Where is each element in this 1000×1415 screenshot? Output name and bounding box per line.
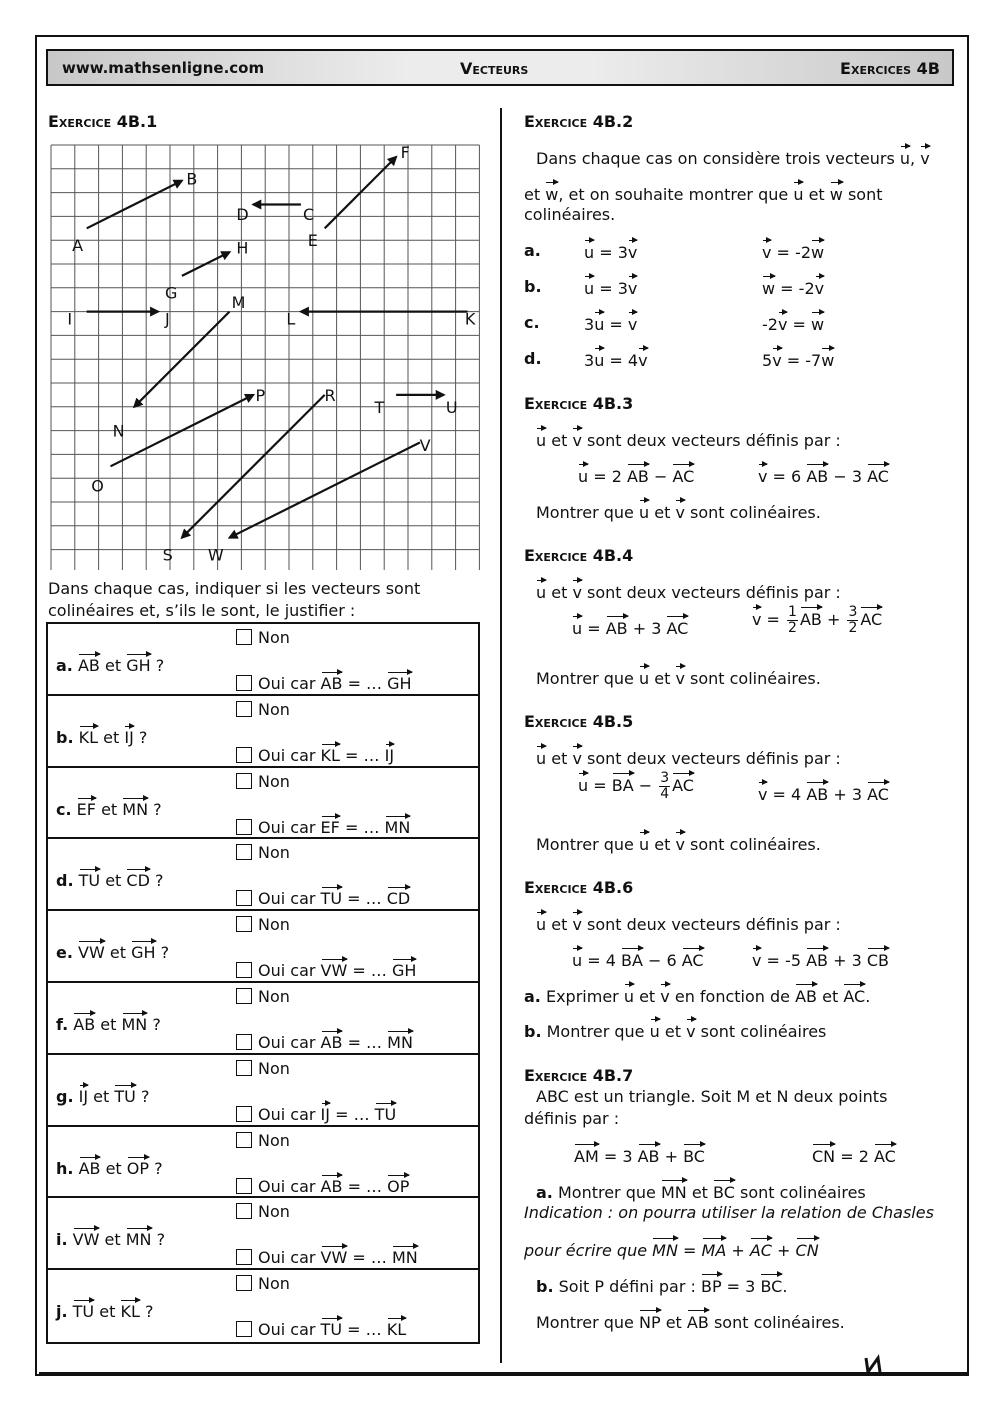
point-label: N [112,421,125,441]
checkbox-oui[interactable] [236,747,252,763]
question-row [48,1055,478,1127]
ex2-intro-line3: colinéaires. [524,205,616,224]
checkbox-oui[interactable] [236,962,252,978]
ex6-def: u et v sont deux vecteurs définis par : [536,912,841,936]
ex7-intro-1: ABC est un triangle. Soit M et N deux points [536,1087,888,1106]
checkbox-non[interactable] [236,1132,252,1148]
checkbox-non[interactable] [236,988,252,1004]
ex4-eq-u: u = AB + 3 AC [572,616,688,640]
option-non[interactable]: Non [236,700,290,719]
checkbox-non[interactable] [236,916,252,932]
ex6-eq-u: u = 4 BA − 6 AC [572,948,704,972]
checkbox-non[interactable] [236,1203,252,1219]
ex3-eq-v: v = 6 AB − 3 AC [758,464,889,488]
point-label: R [324,385,336,405]
ex7-title: Exercice 4B.7 [524,1066,634,1085]
ex5-question: Montrer que u et v sont colinéaires. [536,832,821,856]
option-non[interactable]: Non [236,843,290,862]
ex3-eq-u: u = 2 AB − AC [578,464,694,488]
option-non[interactable]: Non [236,772,290,791]
ex3-title: Exercice 4B.3 [524,394,634,413]
vector-ab [87,181,182,229]
question-row [48,1127,478,1199]
ex2-case-left: 3u = v [584,312,637,336]
ex5-eq-v: v = 4 AB + 3 AC [758,782,889,806]
question-row [48,768,478,840]
point-label: B [186,169,198,189]
ex2-case-letter: d. [524,349,542,368]
question-row [48,983,478,1055]
option-non[interactable]: Non [236,1274,290,1293]
ex7-question-a: a. Montrer que MN et BC sont colinéaires [536,1180,866,1204]
question-row [48,839,478,911]
point-label: D [236,205,249,225]
point-label: G [165,283,178,303]
site-url: www.mathsenligne.com [62,59,265,77]
option-non[interactable]: Non [236,915,290,934]
option-oui[interactable]: Oui car TU = … CD [236,887,410,908]
checkbox-non[interactable] [236,844,252,860]
ex7-question-b: b. Soit P défini par : BP = 3 BC. [536,1274,787,1298]
answer-table [46,622,480,1344]
ex2-case-right: 5v = -7w [762,348,834,372]
point-label: M [231,293,246,313]
checkbox-oui[interactable] [236,1321,252,1337]
option-oui[interactable]: Oui car AB = … MN [236,1031,413,1052]
point-label: C [303,205,315,225]
point-label: H [236,238,249,258]
header-title: Vecteurs [460,59,529,78]
option-non[interactable]: Non [236,1131,290,1150]
vector-vw [230,443,420,538]
ex6-eq-v: v = -5 AB + 3 CB [752,948,889,972]
ex4-title: Exercice 4B.4 [524,546,634,565]
ex4-question: Montrer que u et v sont colinéaires. [536,666,821,690]
point-label: S [162,545,173,565]
ex1-instruction-1: Dans chaque cas, indiquer si les vecteurs sont [48,579,421,598]
ex3-def: u et v sont deux vecteurs définis par : [536,428,841,452]
question-row [48,911,478,983]
point-label: W [207,545,224,565]
ex6-question-b: b. Montrer que u et v sont colinéaires [524,1019,826,1043]
checkbox-non[interactable] [236,701,252,717]
ex2-case-left: u = 3v [584,240,637,264]
point-label: E [307,231,318,251]
option-oui[interactable]: Oui car AB = … GH [236,672,412,693]
ex2-intro-line1: Dans chaque cas on considère trois vecteurs u, v [536,146,930,170]
option-non[interactable]: Non [236,628,290,647]
question-label: e. VW et GH ? [56,943,170,963]
ex5-title: Exercice 4B.5 [524,712,634,731]
checkbox-non[interactable] [236,629,252,645]
question-label: c. EF et MN ? [56,799,162,819]
ex1-title: Exercice 4B.1 [48,112,158,131]
question-row [48,624,478,696]
ex6-question-a: a. Exprimer u et v en fonction de AB et AC. [524,984,870,1008]
checkbox-oui[interactable] [236,1178,252,1194]
vector-grid [40,130,490,570]
ex2-case-letter: a. [524,241,541,260]
point-label: O [91,476,104,496]
checkbox-oui[interactable] [236,1249,252,1265]
question-label: j. TU et KL ? [56,1302,154,1322]
question-row [48,1198,478,1270]
ex3-question: Montrer que u et v sont colinéaires. [536,500,821,524]
ex2-case-right: v = -2w [762,240,824,264]
ex7-intro-2: définis par : [524,1109,620,1128]
column-divider [500,108,502,1363]
question-label: g. IJ et TU ? [56,1086,150,1106]
option-oui[interactable]: Oui car KL = … IJ [236,744,394,765]
question-label: b. KL et IJ ? [56,727,148,747]
checkbox-oui[interactable] [236,1034,252,1050]
ex2-case-letter: c. [524,313,540,332]
point-label: V [419,435,431,455]
ex7-eq-cn: CN = 2 AC [812,1144,896,1168]
checkbox-oui[interactable] [236,675,252,691]
ex2-case-right: -2v = w [762,312,824,336]
ex5-eq-u: u = BA − $\frac{3}{4}$ AC [578,770,694,802]
option-oui[interactable]: Oui car IJ = … TU [236,1103,396,1124]
option-oui[interactable]: Oui car AB = … OP [236,1175,409,1196]
question-label: h. AB et OP ? [56,1158,163,1178]
checkbox-non[interactable] [236,773,252,789]
question-row [48,1270,478,1342]
ex7-question-c: Montrer que NP et AB sont colinéaires. [536,1310,845,1334]
ex5-def: u et v sont deux vecteurs définis par : [536,746,841,770]
vector-rs [182,395,325,538]
ex4-def: u et v sont deux vecteurs définis par : [536,580,841,604]
point-label: A [72,235,84,255]
option-non[interactable]: Non [236,1202,290,1221]
page-header [46,49,954,86]
ex7-eq-am: AM = 3 AB + BC [574,1144,705,1168]
option-oui[interactable]: Oui car VW = … MN [236,1246,418,1267]
question-label: f. AB et MN ? [56,1015,161,1034]
ex2-case-left: 3u = 4v [584,348,648,372]
ex1-instruction-2: colinéaires et, s’ils le sont, le justifier : [48,601,356,620]
ex7-hint-1: Indication : on pourra utiliser la relation de Chasles [524,1203,934,1222]
corner-mark [858,1354,888,1376]
point-label: K [464,309,476,329]
ex2-intro-line2: et w, et on souhaite montrer que u et w sont [524,182,883,206]
point-label: P [255,385,266,405]
checkbox-oui[interactable] [236,1106,252,1122]
point-label: U [445,397,458,417]
question-label: a. AB et GH ? [56,656,165,675]
checkbox-oui[interactable] [236,819,252,835]
option-non[interactable]: Non [236,987,290,1006]
point-label: J [165,309,170,329]
header-ref: Exercices 4B [840,59,940,78]
checkbox-oui[interactable] [236,890,252,906]
point-label: F [400,143,410,163]
ex4-eq-v: v = $\frac{1}{2}$ AB + $\frac{3}{2}$ AC [752,604,883,636]
point-label: L [286,309,296,329]
option-oui[interactable]: Oui car TU = … KL [236,1318,406,1339]
option-oui[interactable]: Oui car VW = … GH [236,959,416,980]
ex2-case-right: w = -2v [762,276,824,300]
option-non[interactable]: Non [236,1059,290,1078]
ex6-title: Exercice 4B.6 [524,878,634,897]
ex2-case-letter: b. [524,277,542,296]
question-label: i. VW et MN ? [56,1230,166,1250]
point-label: T [374,397,385,417]
frame-shadow [39,1372,967,1375]
ex2-case-left: u = 3v [584,276,637,300]
question-label: d. TU et CD ? [56,871,164,891]
ex2-title: Exercice 4B.2 [524,112,634,131]
question-row [48,696,478,768]
option-oui[interactable]: Oui car EF = … MN [236,816,410,837]
point-label: I [67,309,73,329]
checkbox-non[interactable] [236,1060,252,1076]
checkbox-non[interactable] [236,1275,252,1291]
ex7-hint-2: pour écrire que MN = MA + AC + CN [524,1238,819,1262]
